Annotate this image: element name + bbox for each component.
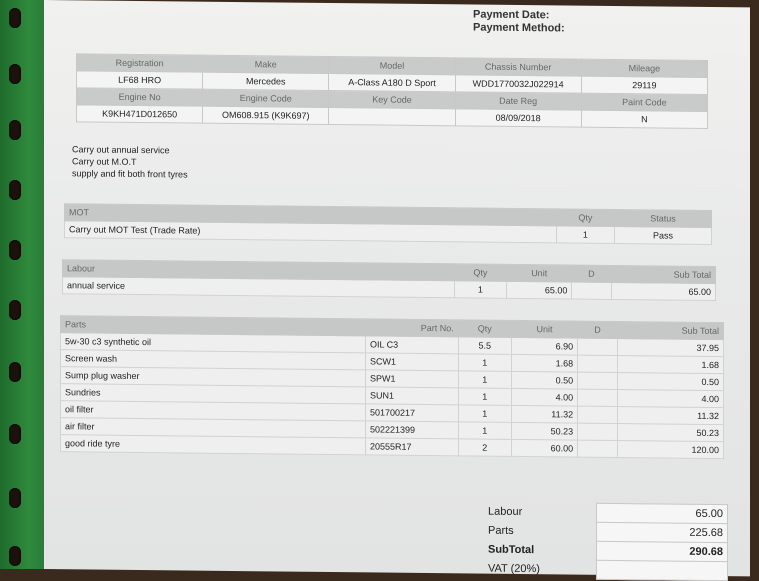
punch-hole: [9, 64, 21, 84]
part-unit: 1.68: [511, 354, 577, 372]
totals-table: [484, 502, 728, 581]
part-unit: 4.00: [511, 388, 577, 406]
punch-hole: [9, 362, 21, 382]
unit-header: Unit: [511, 320, 577, 338]
part-subtotal: 4.00: [617, 390, 723, 408]
punch-hole: [9, 300, 21, 320]
mot-header: MOT: [65, 204, 557, 226]
part-description: air filter: [61, 418, 366, 438]
part-no-header: Part No.: [365, 319, 458, 337]
part-subtotal: 11.32: [617, 407, 723, 425]
part-discount: [578, 389, 618, 406]
part-discount: [578, 406, 618, 423]
punch-hole: [9, 8, 21, 28]
discount-header: D: [572, 265, 611, 282]
part-subtotal: 0.50: [617, 373, 723, 391]
vehicle-header: Engine Code: [203, 89, 329, 107]
part-description: good ride tyre: [61, 435, 366, 455]
part-qty: 1: [458, 422, 511, 440]
qty-header: Qty: [556, 209, 614, 227]
chassis-number-value: WDD1770032J022914: [455, 75, 581, 93]
punch-hole: [9, 424, 21, 444]
payment-method-label: Payment Method:: [473, 21, 565, 35]
punch-hole: [9, 240, 21, 260]
vehicle-header: Registration: [77, 54, 203, 72]
parts-total-value: 225.68: [596, 522, 728, 542]
make-value: Mercedes: [203, 72, 329, 90]
part-description: oil filter: [61, 401, 366, 421]
punch-hole: [9, 120, 21, 140]
part-qty: 5.5: [458, 337, 511, 355]
part-discount: [578, 440, 618, 457]
part-discount: [578, 423, 618, 440]
part-qty: 2: [458, 439, 511, 457]
vehicle-header: Date Reg: [455, 92, 581, 110]
part-description: 5w-30 c3 synthetic oil: [61, 333, 366, 353]
model-value: A-Class A180 D Sport: [329, 73, 455, 91]
vehicle-header: Paint Code: [581, 93, 707, 111]
part-number: 20555R17: [365, 438, 458, 456]
part-subtotal: 37.95: [617, 339, 723, 357]
part-number: SUN1: [365, 387, 458, 405]
punch-hole: [9, 546, 21, 566]
labour-header: Labour: [63, 260, 455, 281]
parts-table: [60, 315, 724, 459]
labour-table: [62, 259, 716, 301]
vehicle-header: Make: [203, 55, 329, 73]
part-unit: 6.90: [511, 337, 577, 355]
part-unit: 11.32: [511, 405, 577, 423]
subtotal-value: 290.68: [596, 541, 728, 561]
punch-hole: [9, 180, 21, 200]
parts-header: Parts: [61, 316, 366, 336]
qty-header: Qty: [454, 264, 506, 282]
mileage-value: 29119: [581, 76, 707, 94]
part-discount: [578, 338, 618, 355]
key-code-value: [329, 107, 455, 125]
part-description: Sump plug washer: [61, 367, 366, 387]
mot-qty: 1: [556, 226, 614, 244]
part-number: 502221399: [365, 421, 458, 439]
mot-status: Pass: [614, 226, 711, 244]
work-notes: [72, 143, 188, 180]
part-number: 501700217: [365, 404, 458, 422]
vehicle-header: Mileage: [581, 59, 707, 77]
labour-unit: 65.00: [507, 281, 572, 299]
vat-value: [596, 560, 728, 580]
labour-description: annual service: [63, 277, 455, 298]
part-unit: 60.00: [511, 439, 577, 457]
labour-total-value: 65.00: [596, 503, 728, 523]
part-qty: 1: [458, 388, 511, 406]
labour-subtotal: 65.00: [611, 282, 715, 300]
part-qty: 1: [458, 405, 511, 423]
status-header: Status: [614, 209, 711, 227]
payment-date-label: Payment Date:: [473, 8, 550, 22]
part-number: SPW1: [365, 370, 458, 388]
mot-table: [64, 203, 712, 245]
part-description: Sundries: [61, 384, 366, 404]
date-reg-value: 08/09/2018: [455, 109, 581, 127]
vehicle-header: Model: [329, 56, 455, 74]
vehicle-header: Key Code: [329, 90, 455, 108]
qty-header: Qty: [458, 320, 511, 338]
unit-header: Unit: [507, 264, 572, 282]
subtotal-header: Sub Total: [617, 322, 723, 340]
labour-total-label: Labour: [488, 505, 523, 519]
part-unit: 0.50: [511, 371, 577, 389]
part-discount: [578, 372, 618, 389]
part-number: OIL C3: [365, 336, 458, 354]
registration-value: LF68 HRO: [77, 71, 203, 89]
paint-code-value: N: [581, 110, 707, 128]
part-number: SCW1: [365, 353, 458, 371]
payment-info: [473, 8, 565, 35]
engine-no-value: K9KH471D012650: [77, 105, 203, 123]
discount-header: D: [578, 321, 618, 338]
part-subtotal: 1.68: [617, 356, 723, 374]
labour-discount: [572, 282, 611, 299]
vehicle-header: Engine No: [77, 88, 203, 106]
labour-qty: 1: [454, 281, 506, 299]
vehicle-header: Chassis Number: [455, 58, 581, 76]
note-line: Carry out M.O.T: [72, 156, 137, 167]
part-subtotal: 50.23: [617, 424, 723, 442]
parts-total-label: Parts: [488, 524, 514, 537]
vehicle-details-table: [76, 53, 708, 129]
mot-description: Carry out MOT Test (Trade Rate): [65, 221, 557, 243]
punch-hole: [9, 488, 21, 508]
part-qty: 1: [458, 371, 511, 389]
note-line: supply and fit both front tyres: [72, 168, 188, 180]
engine-code-value: OM608.915 (K9K697): [203, 106, 329, 124]
invoice-page: [44, 0, 750, 576]
part-discount: [578, 355, 618, 372]
subtotal-header: Sub Total: [611, 265, 715, 283]
part-qty: 1: [458, 354, 511, 372]
subtotal-label: SubTotal: [488, 543, 535, 557]
vat-label: VAT (20%): [488, 562, 540, 576]
note-line: Carry out annual service: [72, 144, 170, 156]
part-description: Screen wash: [61, 350, 366, 370]
part-subtotal: 120.00: [617, 441, 723, 459]
part-unit: 50.23: [511, 422, 577, 440]
